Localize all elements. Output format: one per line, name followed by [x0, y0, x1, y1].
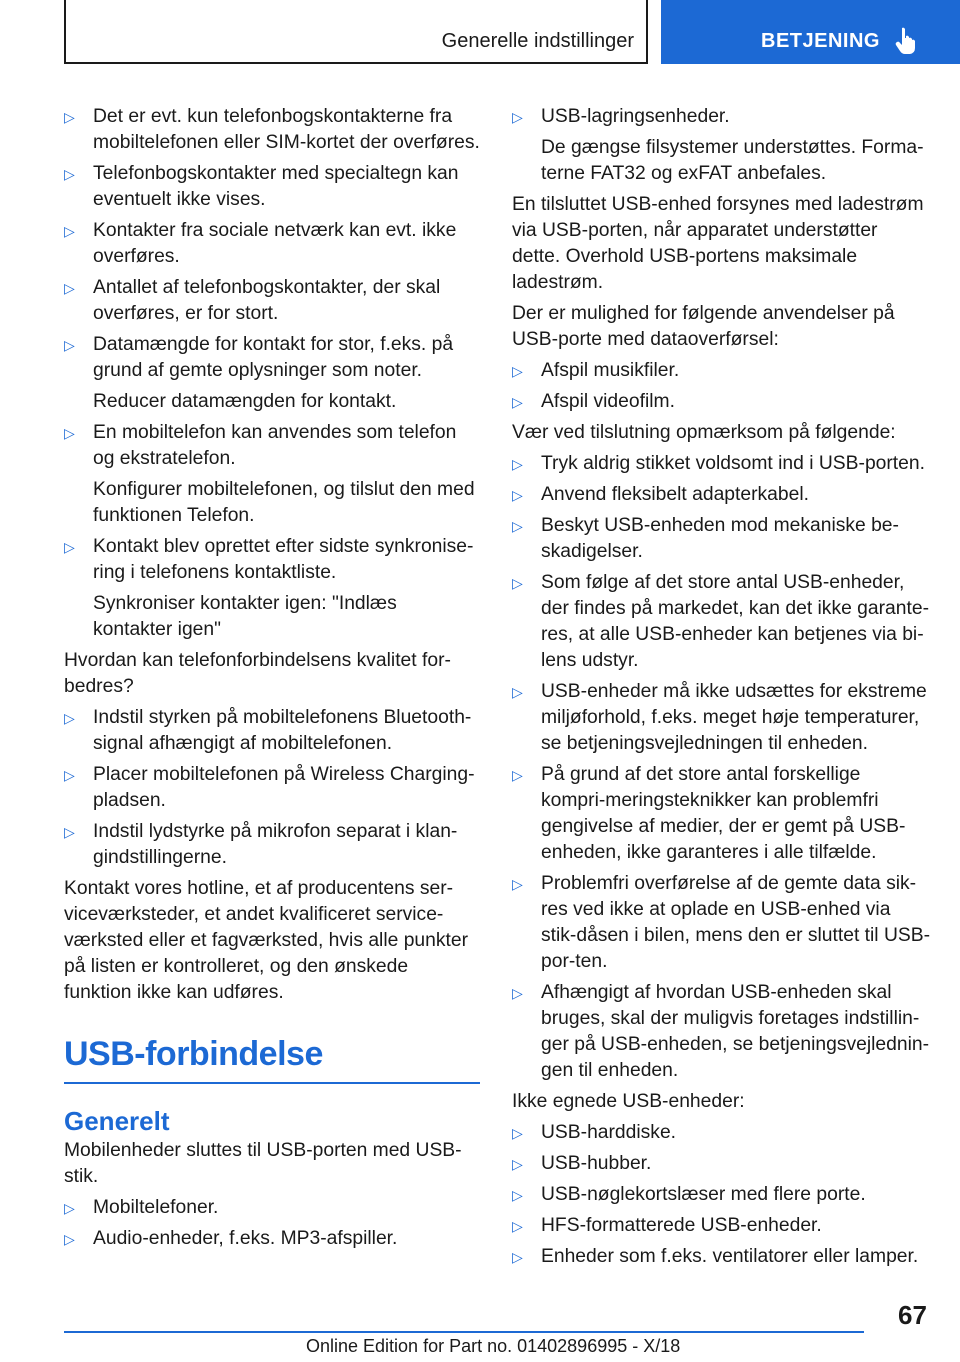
list-item: ▷ Audio-enheder, f.eks. MP3-afspiller. — [64, 1226, 480, 1252]
list-item: ▷ Afspil videofilm. — [512, 389, 930, 415]
paragraph: Ikke egnede USB-enheder: — [512, 1091, 745, 1112]
paragraph: En tilsluttet USB-enhed forsynes med ladestrøm via USB-porten, når apparatet understøtter dette. Overhold USB-portens maksimale ladestrøm. — [512, 194, 924, 293]
list-item: ▷ Afspil musikfiler. — [512, 358, 930, 384]
list-item: ▷ En mobiltelefon kan anvendes som telefon og ekstratelefon. — [64, 420, 480, 472]
list-item: ▷ HFS-formatterede USB-enheder. — [512, 1213, 930, 1239]
paragraph: Der er mulighed for følgende anvendelser på USB-porte med dataoverførsel: — [512, 303, 895, 350]
list-item: ▷ Enheder som f.eks. ventilatorer eller lamper. — [512, 1244, 930, 1270]
list-item: ▷ Antallet af telefonbogskontakter, der skal overføres, er for stort. — [64, 275, 480, 327]
list-item-remedy: Synkroniser kontakter igen: "Indlæs kontakter igen" — [93, 593, 397, 640]
subsection-heading: Generelt — [64, 1106, 170, 1136]
header-section-box — [64, 0, 648, 64]
list-item: ▷ USB-lagringsenheder. — [512, 104, 930, 130]
list-item: ▷ Placer mobiltelefonen på Wireless Charging-pladsen. — [64, 762, 480, 814]
paragraph: Kontakt vores hotline, et af producentens ser-viceværksteder, et andet kvalificeret service-værksted eller et fagværksted, hvis alle punkter på listen er kontrolleret, og den ønskede funktion ikke kan udføres. — [64, 878, 469, 1003]
list-item: ▷ Som følge af det store antal USB-enheder, der findes på markedet, kan det ikke garante-res, at alle USB-enheder kan betjenes via bi-lens udstyr. — [512, 570, 930, 674]
list-item: ▷ Indstil lydstyrke på mikrofon separat i klan-gindstillingerne. — [64, 819, 480, 871]
list-item: ▷ Beskyt USB-enheden mod mekaniske be-skadigelser. — [512, 513, 930, 565]
list-item: ▷ Anvend fleksibelt adapterkabel. — [512, 482, 930, 508]
list-item: ▷ Det er evt. kun telefonbogskontakterne fra mobiltelefonen eller SIM-kortet der overføres. — [64, 104, 480, 156]
list-item: ▷ USB-harddiske. — [512, 1120, 930, 1146]
pointing-hand-icon — [895, 26, 919, 54]
header-section-title: Generelle indstillinger — [441, 30, 634, 52]
list-item: ▷ Mobiltelefoner. — [64, 1195, 480, 1221]
list-item: ▷ USB-nøglekortslæser med flere porte. — [512, 1182, 930, 1208]
footer-edition: Online Edition for Part no. 01402896995 - X/18 — [306, 1336, 681, 1356]
footer-divider — [64, 1331, 864, 1333]
section-heading: USB-forbindelse — [64, 1028, 480, 1084]
list-item-remedy: Reducer datamængden for kontakt. — [93, 391, 397, 412]
paragraph: Mobilenheder sluttes til USB-porten med USB-stik. — [64, 1140, 462, 1187]
list-item: ▷ Telefonbogskontakter med specialtegn kan eventuelt ikke vises. — [64, 161, 480, 213]
page-number: 67 — [898, 1300, 927, 1330]
header-chapter-box — [661, 0, 960, 64]
header-chapter-title: BETJENING — [761, 30, 880, 52]
paragraph: Vær ved tilslutning opmærksom på følgende: — [512, 422, 896, 443]
right-column — [512, 104, 930, 1275]
list-item: ▷ Indstil styrken på mobiltelefonens Bluetooth-signal afhængigt af mobiltelefonen. — [64, 705, 480, 757]
list-item: ▷ Problemfri overførelse af de gemte data sik-res ved ikke at oplade en USB-enhed via stik-dåsen i bilen, mens den er sluttet til USB-por-ten. — [512, 871, 930, 975]
list-item: ▷ Afhængigt af hvordan USB-enheden skal bruges, skal der muligvis foretages indstillin-ger på USB-enheden, se betjeningsvejlednin-gen til enheden. — [512, 980, 930, 1084]
list-item: ▷ USB-hubber. — [512, 1151, 930, 1177]
paragraph: Hvordan kan telefonforbindelsens kvalitet for-bedres? — [64, 650, 451, 697]
list-item-detail: De gængse filsystemer understøttes. Forma-terne FAT32 og exFAT anbefales. — [541, 137, 924, 184]
list-item: ▷ På grund af det store antal forskellige kompri-meringsteknikker kan problemfri gengivelse af medier, der er gemt på USB-enheden, ikke garanteres i alle tilfælde. — [512, 762, 930, 866]
list-item: ▷ USB-enheder må ikke udsættes for ekstreme miljøforhold, f.eks. meget høje temperaturer, se betjeningsvejledningen til enheden. — [512, 679, 930, 757]
list-item: ▷ Kontakt blev oprettet efter sidste synkronise-ring i telefonens kontaktliste. — [64, 534, 480, 586]
list-item: ▷ Tryk aldrig stikket voldsomt ind i USB-porten. — [512, 451, 930, 477]
left-column — [64, 104, 480, 1257]
list-item-remedy: Konfigurer mobiltelefonen, og tilslut den med funktionen Telefon. — [93, 479, 475, 526]
list-item: ▷ Datamængde for kontakt for stor, f.eks. på grund af gemte oplysninger som noter. — [64, 332, 480, 384]
list-item: ▷ Kontakter fra sociale netværk kan evt. ikke overføres. — [64, 218, 480, 270]
